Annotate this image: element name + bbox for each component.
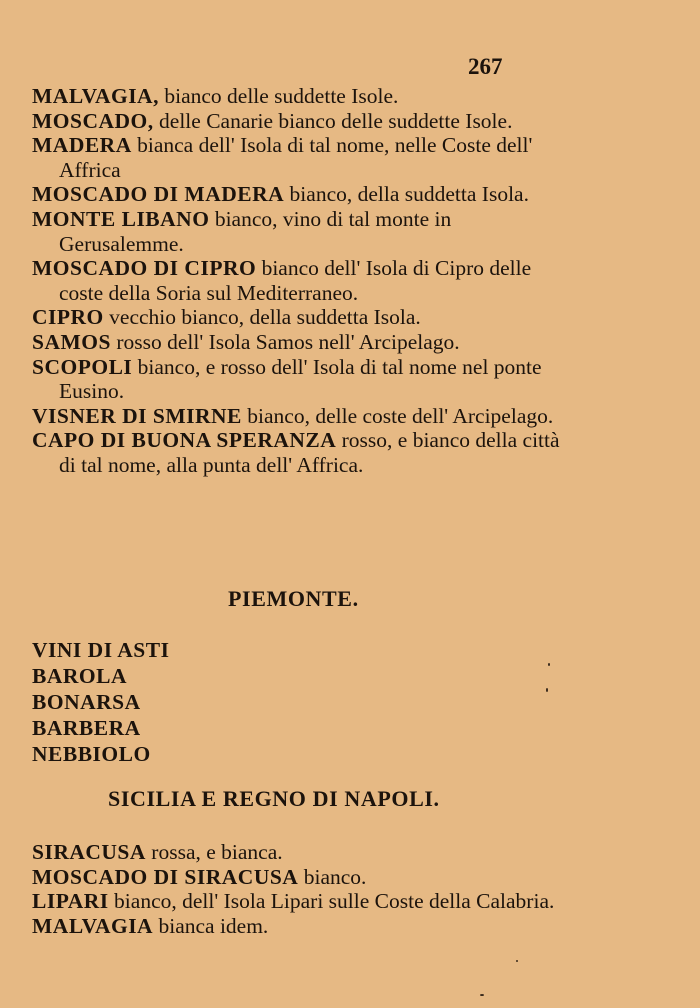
list-item: VINI DI ASTI bbox=[32, 638, 170, 662]
section-heading-piemonte: PIEMONTE. bbox=[228, 586, 359, 611]
list-item: NEBBIOLO bbox=[32, 742, 151, 766]
entry-description: bianco, della suddetta Isola. bbox=[284, 182, 529, 207]
entry bbox=[32, 914, 562, 939]
entry-term: MOSCADO DI CIPRO bbox=[32, 256, 257, 281]
entry-term: MADERA bbox=[32, 133, 132, 158]
entry-term: MOSCADO, bbox=[32, 108, 154, 133]
entry bbox=[32, 207, 562, 256]
entry-description: delle Canarie bianco delle suddette Isole. bbox=[153, 108, 513, 133]
entry-term: SIRACUSA bbox=[32, 840, 146, 864]
entry bbox=[32, 133, 562, 182]
wine-entries-list bbox=[32, 84, 562, 478]
entry-term: LIPARI bbox=[32, 889, 109, 914]
entry bbox=[32, 330, 562, 355]
entry-term: SAMOS bbox=[32, 329, 111, 354]
entry bbox=[32, 355, 562, 404]
entry-term: MONTE LIBANO bbox=[32, 206, 210, 231]
print-speck bbox=[480, 994, 484, 996]
entry-description: bianco dell' Isola di Cipro delle coste della Soria sul Mediterraneo. bbox=[59, 256, 532, 305]
entry-term: MALVAGIA, bbox=[32, 84, 159, 108]
entry-description: vecchio bianco, della suddetta Isola. bbox=[103, 305, 421, 330]
entry bbox=[32, 256, 562, 305]
piemonte-wine-list bbox=[32, 637, 169, 767]
entry-description: bianco delle suddette Isole. bbox=[158, 84, 399, 108]
entry bbox=[32, 428, 562, 477]
entry-term: VISNER DI SMIRNE bbox=[32, 403, 242, 428]
entry-description: rosso dell' Isola Samos nell' Arcipelago. bbox=[110, 329, 460, 354]
entry bbox=[32, 182, 562, 207]
entry-description: bianco, vino di tal monte in Gerusalemme. bbox=[59, 206, 452, 256]
print-speck bbox=[546, 688, 548, 692]
entry-term: MALVAGIA bbox=[32, 913, 154, 938]
entry-term: MOSCADO DI MADERA bbox=[32, 182, 285, 207]
entry-description: bianco. bbox=[298, 864, 367, 889]
entry bbox=[32, 865, 562, 890]
entry-term: SCOPOLI bbox=[32, 354, 133, 379]
sicilia-entries-list bbox=[32, 840, 562, 938]
print-speck bbox=[516, 960, 518, 962]
entry-term: CAPO DI BUONA SPERANZA bbox=[32, 428, 337, 453]
entry bbox=[32, 109, 562, 134]
entry bbox=[32, 305, 562, 330]
entry-description: bianco, e rosso dell' Isola di tal nome nel ponte Eusino. bbox=[59, 354, 542, 404]
entry-description: bianco, delle coste dell' Arcipelago. bbox=[241, 403, 554, 428]
entry bbox=[32, 840, 562, 865]
entry bbox=[32, 404, 562, 429]
print-speck bbox=[548, 663, 550, 666]
entry bbox=[32, 84, 562, 109]
entry-description: bianco, dell' Isola Lipari sulle Coste della Calabria. bbox=[108, 889, 555, 914]
section-heading-sicilia: SICILIA E REGNO DI NAPOLI. bbox=[108, 786, 440, 811]
list-item: BONARSA bbox=[32, 690, 141, 714]
entry-description: bianca dell' Isola di tal nome, nelle Coste dell' Affrica bbox=[59, 133, 533, 182]
list-item: BARBERA bbox=[32, 716, 141, 740]
entry bbox=[32, 889, 562, 914]
list-item: BAROLA bbox=[32, 664, 127, 688]
entry-description: rossa, e bianca. bbox=[145, 840, 283, 864]
entry-description: rosso, e bianco della città di tal nome, alla punta dell' Affrica. bbox=[59, 428, 560, 477]
entry-term: MOSCADO DI SIRACUSA bbox=[32, 864, 299, 889]
entry-description: bianca idem. bbox=[153, 913, 269, 938]
entry-term: CIPRO bbox=[32, 305, 104, 330]
page-number: 267 bbox=[468, 54, 503, 79]
